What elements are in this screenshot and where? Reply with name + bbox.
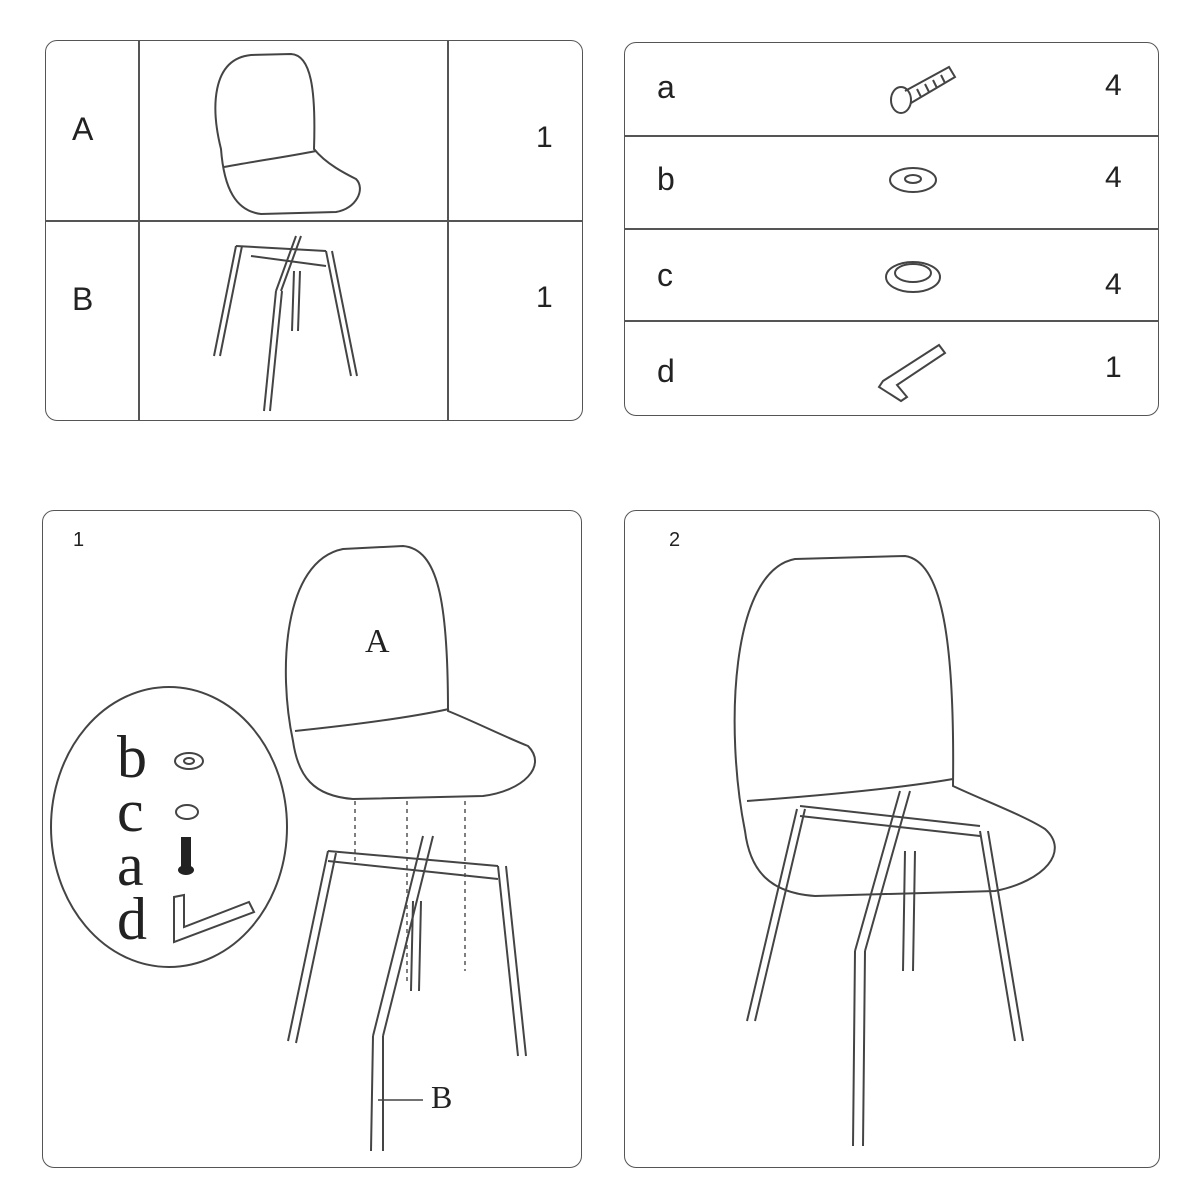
detail-label-d: d [117,886,147,952]
hardware-label: a [657,69,675,105]
bolt-icon [887,63,957,118]
hardware-label: d [657,353,675,389]
hardware-detail-circle [49,687,293,971]
hardware-label: b [657,161,675,197]
hardware-label: c [657,257,673,293]
chair-legs-frame-icon [206,231,386,411]
detail-label-c: c [117,778,144,844]
divider [625,228,1158,230]
divider [138,41,140,420]
part-label: A [72,111,94,147]
divider [46,220,582,222]
detail-label-a: a [117,832,144,898]
divider [625,135,1158,137]
step-2-panel [624,510,1160,1168]
divider [447,41,449,420]
hardware-table [624,42,1159,416]
step-1-panel [42,510,582,1168]
leg-frame-drawing [273,821,553,1161]
hardware-qty: 4 [1105,69,1122,102]
assembled-chair-drawing [725,551,1085,1161]
frame-label: B [431,1079,453,1115]
hardware-qty: 1 [1105,351,1122,384]
detail-label-b: b [117,724,147,790]
parts-table [45,40,583,421]
chair-seat-icon [206,49,386,219]
allen-key-icon [875,339,950,404]
spring-washer-icon [881,255,946,300]
step-number: 1 [73,529,85,551]
hardware-qty: 4 [1105,268,1122,301]
hardware-qty: 4 [1105,161,1122,194]
chair-seat-drawing [283,541,553,811]
divider [625,320,1158,322]
flat-washer-icon [887,163,947,198]
seat-label: A [365,623,390,660]
part-qty: 1 [536,281,553,314]
part-qty: 1 [536,121,553,154]
leader-line [378,1099,428,1103]
step-number: 2 [669,529,681,551]
part-label: B [72,281,94,317]
